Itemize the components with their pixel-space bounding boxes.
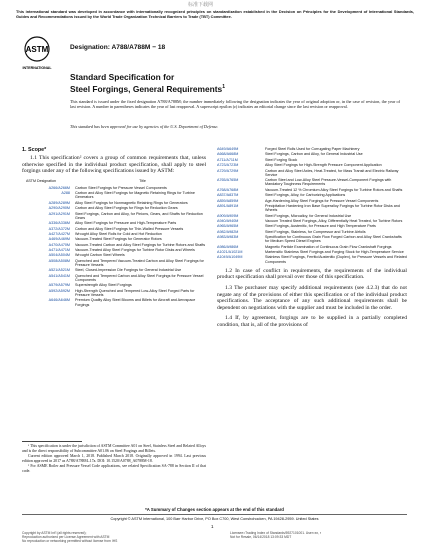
table-row <box>217 250 407 254</box>
spec-designation[interactable]: A427/A427M <box>48 231 70 236</box>
spec-title: Steel Forgings, Austenitic, for Pressure and High Temperature Parts <box>265 224 376 229</box>
spec-designation[interactable]: A723/A723M <box>217 163 239 168</box>
table-row <box>22 227 206 231</box>
page-number: 1 <box>211 524 214 529</box>
spec-designation[interactable]: A290/A290M <box>48 206 70 211</box>
spec-title: Alloy Steel Forgings for Pressure and High-Temperature Parts <box>75 221 177 226</box>
spec-designation[interactable]: A289/A289M <box>48 200 70 205</box>
table-row <box>22 206 206 210</box>
table-row <box>22 232 206 236</box>
spec-title: Carbon and Alloy Steel Forgings for Thin-Walled Pressure Vessels <box>75 226 184 231</box>
table-row <box>217 204 407 212</box>
spec-title: Steel Forgings, Alloy, for Carburizing Applications <box>265 193 346 198</box>
spec-title: Age-Hardening Alloy Steel Forgings for Pressure Vessel Components <box>265 198 379 203</box>
spec-designation[interactable]: A940/A940M <box>217 218 239 223</box>
spec-designation[interactable]: A291/A291M <box>48 211 70 216</box>
spec-designation[interactable]: A579/A579M <box>48 283 70 288</box>
table-row <box>217 193 407 197</box>
left-column <box>22 147 206 308</box>
spec-designation[interactable]: A649/A649M <box>217 147 239 151</box>
table-row <box>22 298 206 306</box>
spec-designation[interactable]: A541/A541M <box>48 273 70 278</box>
spec-title: Carbon and Alloy Steel Forgings for Rings for Reduction Gears <box>75 206 178 211</box>
spec-table-right <box>217 147 407 264</box>
spec-designation[interactable]: A729/A729M <box>217 168 239 173</box>
table-row <box>22 274 206 282</box>
designation: Designation: A788/A788M − 18 <box>70 44 166 51</box>
spec-title: Steel Forgings, Carbon and Alloy, for Pinions, Gears, and Shafts for Reduction Gears <box>75 211 203 220</box>
document-title <box>70 72 390 94</box>
table-row <box>217 245 407 249</box>
spec-designation[interactable]: A336/A336M <box>48 221 70 226</box>
table-row <box>22 248 206 252</box>
spec-title: High-Strength Quenched and Tempered Low-Alloy Steel Forged Parts for Pressure Vessels <box>75 288 195 298</box>
spec-title: Forged Steel Rolls Used for Corrugating Paper Machinery <box>265 147 360 151</box>
footnote-rule <box>22 441 82 442</box>
spec-title: Vacuum Treated Steel Forgings, Alloy, Differentially Heat Treated, for Turbine Rotors <box>265 218 403 223</box>
title-line-2: Steel Forgings, General Requirements$^1$ <box>70 83 225 94</box>
table-row <box>22 289 206 297</box>
spec-title: Wrought Alloy Steel Rolls for Cold and Hot Reduction <box>75 231 162 236</box>
spec-designation[interactable]: A891/A891M <box>217 203 239 208</box>
spec-designation[interactable]: A470/A470M <box>48 242 70 247</box>
table-row <box>22 253 206 257</box>
astm-logo <box>22 36 52 72</box>
spec-designation[interactable]: A837/A837M <box>217 193 239 198</box>
spec-designation[interactable]: A508/A508M <box>48 258 70 263</box>
spec-title: Vacuum-Treated 12 % Chromium Alloy Steel Forgings for Turbine Rotors and Shafts <box>265 187 403 192</box>
spec-title: Precipitation Hardening Iron Base Superalloy Forgings for Turbine Rotor Disks and Wheels <box>265 203 400 213</box>
table-row <box>22 259 206 267</box>
table-row <box>22 243 206 247</box>
table-row <box>22 186 206 190</box>
spec-title: Specification for Continuous Grain Flow Forged Carbon and Alloy Steel Crankshafts for Medium Speed Diesel Engines <box>265 235 402 244</box>
title-line-1: Standard Specification for <box>70 72 175 82</box>
spec-title: Stainless Steel Forgings, Ferritic/Austenitic (Duplex), for Pressure Vessels and Related Components <box>265 255 407 264</box>
spec-designation[interactable]: A859/A859M <box>217 198 239 203</box>
spec-title: Carbon and Alloy Steel Axles, Heat-Treated, for Mass Transit and Electric Railway Service <box>265 168 399 177</box>
spec-designation[interactable]: A504/A504M <box>48 253 70 258</box>
table-row <box>217 214 407 218</box>
spec-designation[interactable]: A1049/A1049M <box>217 255 243 260</box>
table-row <box>217 178 407 186</box>
table-row <box>217 169 407 177</box>
paragraph-1-2: 1.2 In case of conflict in requirements, the requirements of the individual product specification shall prevail over those of this specification. <box>217 267 407 281</box>
spec-designation[interactable]: A646/A646M <box>48 298 70 303</box>
table-row <box>217 219 407 223</box>
table-row <box>217 199 407 203</box>
table-row <box>22 191 206 199</box>
spec-designation[interactable]: A711/A711M <box>217 157 238 162</box>
right-column <box>217 147 407 329</box>
spec-title: Steel Forgings, Stainless, for Compressor and Turbine Airfoils <box>265 229 366 234</box>
license-right: Licensee=Trading Index of Standards/5927101001. User=xx, r Not for Resale, 06/14/2018 13:09:33 MDT <box>230 531 321 539</box>
title-footnote-mark: 1 <box>222 84 225 90</box>
spec-title: Carbon and Alloy Steel Forgings for Magnetic Retaining Rings for Turbine Generators <box>75 191 195 200</box>
table-row <box>217 158 407 162</box>
paragraph-1-1: 1.1 This specification² covers a group of common requirements that, unless otherwise specified in the individual product specification, shall apply to steel forgings under any of the following specifications issued by ASTM: <box>22 155 206 175</box>
spec-designation[interactable]: A266/A266M <box>48 185 70 190</box>
table-row <box>22 212 206 220</box>
spec-title: Martensitic Stainless Steel Forgings and Forging Stock for High-Temperature Service <box>265 250 404 255</box>
table-row <box>22 221 206 225</box>
spec-designation[interactable]: A288 <box>61 191 70 196</box>
table-row <box>217 163 407 167</box>
spec-designation[interactable]: A372/A372M <box>48 226 70 231</box>
spec-designation[interactable]: A765/A765M <box>217 178 239 183</box>
spec-designation[interactable]: A469/A469M <box>48 237 70 242</box>
paragraph-1-4: 1.4 If, by agreement, forgings are to be supplied in a partially completed condition, that is, all of the provisions of <box>217 315 407 329</box>
spec-title: Vacuum-Treated Steel Forgings for Generator Rotors <box>75 237 162 242</box>
spec-title: Wrought Carbon Steel Wheels <box>75 253 125 258</box>
spec-designation[interactable]: A1021/A1021M <box>217 250 243 255</box>
footnote: Current edition approved March 1, 2018. Published March 2018. Originally approved in 1994. Last previous edition approved in 2017 as A788/A788M–17a. DOI: 10.1520/A0788_A0788M-18. <box>22 454 206 463</box>
spec-title: Alloy Steel Forgings for Nonmagnetic Retaining Rings for Generators <box>75 200 188 205</box>
table-row <box>217 230 407 234</box>
issuance-note: This standard is issued under the fixed designation A788/A788M; the number immediately following the designation indicates the year of original adoption or, in the case of revision, the year of last revision. A number in parentheses indicates the year of last reapproval. A superscript epsilon (ε) indicates an editorial change since the last revision or reapproval. <box>70 99 400 109</box>
spec-designation[interactable]: A592/A592M <box>48 288 70 293</box>
wto-note: This international standard was developed in accordance with internationally recognized principles on standardization established in the Decision on Principles for the Development of International Standards, Guides and Recommendations issued by the World Trade Organization Technical Barriers to Trade (TBT) Committee. <box>16 9 414 19</box>
spec-designation[interactable]: A965/A965M <box>217 224 239 229</box>
logo-text: INTERNATIONAL <box>22 66 52 70</box>
spec-title: Steel Forgings, Carbon and Alloy, for General Industrial Use <box>265 152 363 157</box>
svg-text:ASTM: ASTM <box>25 45 49 54</box>
footer-rule <box>22 514 407 515</box>
spec-designation[interactable]: A986/A986M <box>217 244 239 249</box>
table-row <box>217 255 407 263</box>
watermark-stamp: 标准下载网 <box>188 2 214 8</box>
spec-title: Magnetic Particle Examination of Continuous Grain Flow Crankshaft Forgings <box>265 244 392 249</box>
spec-title: Carbon Steel Forgings for Pressure Vessel Components <box>75 185 167 190</box>
spec-title: Alloy Steel Forgings for High-Strength Pressure Component Application <box>265 163 382 168</box>
license-left: Copyright by ASTM Int'l (all rights reserved); Reproduction authorized per License Agreement with ASTM No reproduction or networking permitted without license from IHS <box>22 531 118 543</box>
table-row <box>22 237 206 241</box>
copyright-line: Copyright © ASTM International, 100 Barr Harbor Drive, PO Box C700, West Conshohocken, PA 19428-2959. United States <box>110 517 319 521</box>
spec-title: Premium Quality Alloy Steel Blooms and Billets for Aircraft and Aerospace Forgings <box>75 298 196 307</box>
spec-title: Quenched and Tempered Vacuum-Treated Carbon and Alloy Steel Forgings for Pressure Vessels <box>75 258 204 268</box>
table-row <box>217 152 407 156</box>
spec-title: Steel, Closed-Impression Die Forgings for General Industrial Use <box>75 268 182 273</box>
spec-title: Carbon Steel and Low-Alloy Steel Pressure-Vessel-Component Forgings with Mandatory Toughness Requirements <box>265 178 392 187</box>
spec-title: Vacuum-Treated Alloy Steel Forgings for Turbine Rotor Disks and Wheels <box>75 248 195 253</box>
spec-designation[interactable]: A521/A521M <box>48 268 70 273</box>
spec-designation[interactable]: A471/A471M <box>48 248 70 253</box>
table-header <box>22 179 206 183</box>
paragraph-1-3: 1.3 The purchaser may specify additional requirements (see 4.2.3) that do not negate any of the provisions of either this specification or of the individual product specifications. The acceptance of any such additional requirements shall be dependent on negotiations with the supplier and must be included in the order. <box>217 285 407 311</box>
footnote: ² For ASME Boiler and Pressure Vessel Code applications, see related Specification SA-788 in Section II of that code. <box>22 464 206 473</box>
footnotes <box>22 444 206 475</box>
spec-designation[interactable]: A668/A668M <box>217 152 239 157</box>
spec-title: Quenched and Tempered Carbon and Alloy Steel Forgings for Pressure Vessel Components <box>75 273 204 283</box>
table-row <box>217 235 407 243</box>
spec-designation[interactable]: A983/A983M <box>217 235 239 240</box>
spec-designation[interactable]: A982/A982M <box>217 229 239 234</box>
designation-column-header: ASTM Designation <box>26 178 56 183</box>
table-row <box>22 201 206 205</box>
table-row <box>22 283 206 287</box>
table-row <box>217 147 407 151</box>
title-column-header: Title <box>139 178 146 183</box>
table-row <box>217 188 407 192</box>
dod-approval-note: This standard has been approved for use by agencies of the U.S. Department of Defense. <box>70 124 219 129</box>
spec-table-left <box>22 186 206 307</box>
spec-title: Steel Forgings, Microalloy, for General Industrial Use <box>265 213 352 218</box>
spec-title: Vacuum-Treated Carbon and Alloy Steel Forgings for Turbine Rotors and Shafts <box>75 242 206 247</box>
summary-of-changes-note: *A Summary of Changes section appears at the end of this standard <box>145 507 284 512</box>
spec-title: Superstrength Alloy Steel Forgings <box>75 283 132 288</box>
scope-heading: 1. Scope* <box>22 147 47 153</box>
footnote: ¹ This specification is under the jurisdiction of ASTM Committee A01 on Steel, Stainless Steel and Related Alloys and is the direct responsibility of Subcommittee A01.06 on Steel Forgings and Billets. <box>22 444 206 453</box>
right-paragraphs <box>217 268 407 329</box>
spec-title: Steel Forging Stock <box>265 157 298 162</box>
table-row <box>22 268 206 272</box>
table-row <box>217 224 407 228</box>
spec-designation[interactable]: A768/A768M <box>217 187 239 192</box>
spec-designation[interactable]: A909/A909M <box>217 213 239 218</box>
